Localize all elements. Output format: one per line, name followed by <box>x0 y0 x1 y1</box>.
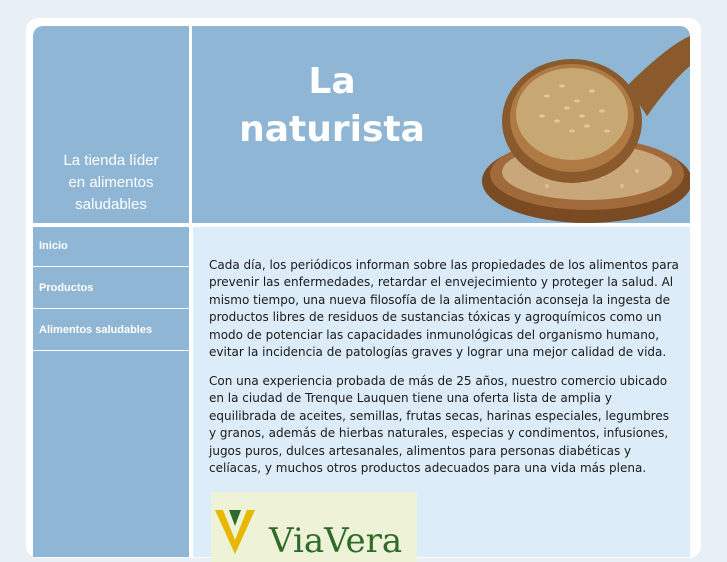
viavera-logo <box>211 492 417 562</box>
viavera-logo-text: ViaVera <box>269 521 403 561</box>
nav-item-productos[interactable]: Productos <box>33 269 189 309</box>
main-content <box>193 227 690 561</box>
experience-paragraph: Con una experiencia probada de más de 25 años, nuestro comercio ubicado en la ciudad de Trenque Lauquen tiene una oferta lista de amplia y equilibrada de aceites, semillas, frutas secas, harinas especiales, legumbres y granos, además de hierbas naturales, especias y condimentos, infusiones, jugos puros, dulces artesanales, alimentos para personas diabéticas y celíacas, y muchos otros productos adecuados para una vida más plena. <box>209 374 669 476</box>
intro-paragraph: Cada día, los periódicos informan sobre las propiedades de los alimentos para prevenir las enfermedades, retardar el envejecimiento y proteger la salud. Al mismo tiempo, una nueva filosofía de la alimentación aconseja la ingesta de productos libres de residuos de sustancias tóxicas y agroquímicos como un modo de potenciar las capacidades inmunológicas del organismo humano, evitar la incidencia de patologías graves y lograr una mejor calidad de vida. <box>209 258 679 360</box>
header-banner <box>192 26 690 223</box>
nav-item-inicio[interactable]: Inicio <box>33 227 189 267</box>
sidebar-nav <box>33 227 189 557</box>
wooden-spoon-seeds-image <box>477 26 690 223</box>
nav-item-alimentos-saludables[interactable]: Alimentos saludables <box>33 311 189 351</box>
site-tagline: La tienda líder en alimentos saludables <box>63 152 159 213</box>
viavera-logo-graphic <box>211 492 417 562</box>
site-title: La naturista <box>239 61 425 150</box>
